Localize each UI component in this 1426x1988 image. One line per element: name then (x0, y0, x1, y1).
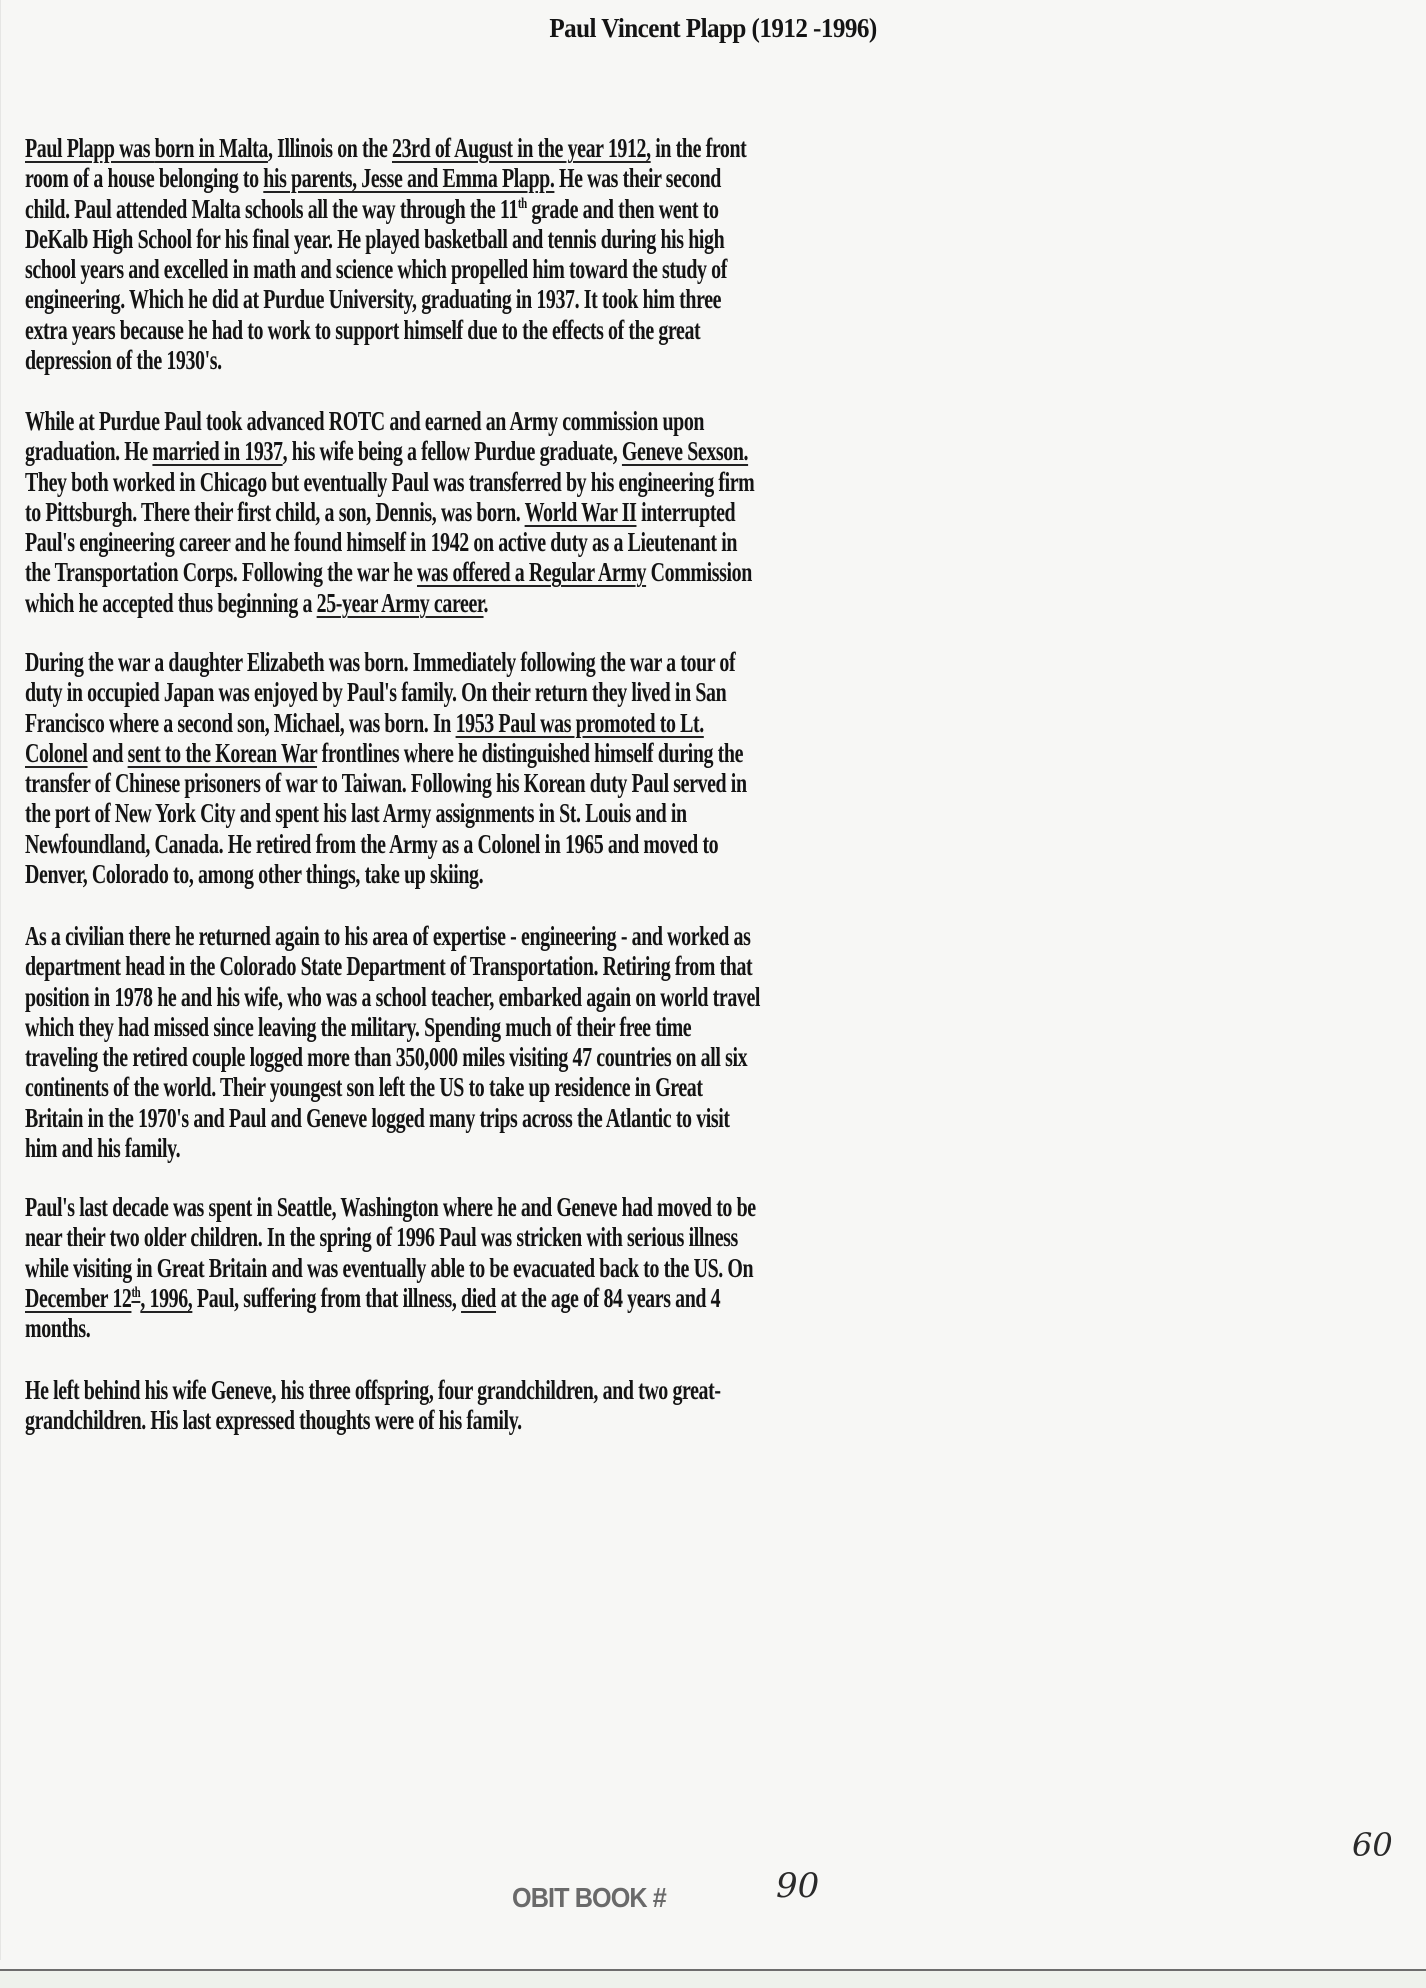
text-line (25, 406, 1025, 436)
paragraph-civilian-life (25, 921, 1405, 1163)
text-line (25, 921, 1025, 951)
paragraph-army-career (25, 406, 1405, 618)
text-line (25, 527, 1025, 557)
text-run: th (517, 195, 527, 212)
underlined-text: his parents, Jesse and Emma Plapp. (263, 162, 555, 194)
text-line (25, 1222, 1025, 1252)
text-line (25, 1192, 1025, 1222)
text-line (25, 315, 1025, 345)
text-line (25, 1072, 1025, 1102)
text-run: which they had missed since leaving the military. Spending much of their free time (25, 1010, 692, 1042)
text-line (25, 1103, 1025, 1133)
text-run: child. Paul attended Malta schools all the way through the 11 (25, 192, 518, 224)
text-line (25, 859, 1025, 889)
text-run: Paul's last decade was spent in Seattle, Washington where he and Geneve had moved to be (25, 1191, 756, 1222)
text-run: engineering. Which he did at Purdue University, graduating in 1937. It took him three (25, 283, 722, 315)
underlined-text: th (131, 1284, 141, 1301)
underlined-text: married in 1937 (152, 435, 283, 467)
text-line (25, 345, 1025, 375)
paragraph-family-postings (25, 647, 1405, 889)
text-line (25, 163, 1025, 193)
text-run: while visiting in Great Britain and was eventually able to be evacuated back to the US. On (25, 1251, 754, 1283)
underlined-text: World War II (524, 495, 637, 527)
text-line (25, 829, 1025, 859)
underlined-text: sent to the Korean War (127, 736, 318, 768)
paragraph-final-years (25, 1192, 1405, 1343)
text-run: Paul's engineering career and he found himself in 1942 on active duty as a Lieutenant in (25, 526, 738, 558)
text-line (25, 1283, 1025, 1313)
obit-book-stamp: OBIT BOOK # (512, 1882, 666, 1913)
text-run: grade and then went to (526, 192, 719, 224)
underlined-text: Geneve Sexson. (621, 435, 749, 467)
text-run: and (87, 736, 128, 768)
text-run: grandchildren. His last expressed thoughts were of his family. (25, 1404, 522, 1436)
text-line (25, 798, 1025, 828)
text-line (25, 1375, 1025, 1405)
text-run: , Illinois on the (267, 132, 392, 163)
underlined-text: December 12 (25, 1281, 132, 1313)
text-line (25, 1042, 1025, 1072)
paragraph-birth (25, 133, 1405, 375)
scan-bottom-edge (0, 1969, 1426, 1988)
handwritten-page-number: 60 (1352, 1826, 1393, 1864)
text-line (25, 982, 1025, 1012)
text-line (25, 768, 1025, 798)
text-line (25, 284, 1025, 314)
text-run: in the front (650, 132, 747, 163)
text-run: depression of the 1930's. (25, 344, 222, 376)
text-run: Commission (646, 556, 752, 588)
underlined-text: , 1996, (140, 1281, 193, 1313)
text-run: DeKalb High School for his final year. He played basketball and tennis during his high (25, 222, 725, 254)
text-line (25, 467, 1025, 497)
underlined-text: was offered a Regular Army (416, 556, 647, 588)
text-run: which he accepted thus beginning a (25, 586, 317, 618)
text-run: months. (25, 1312, 91, 1344)
underlined-text: 23rd of August in the year 1912, (391, 132, 651, 163)
text-line (25, 224, 1025, 254)
text-line (25, 1253, 1025, 1283)
text-run: traveling the retired couple logged more than 350,000 miles visiting 47 countries on all six (25, 1041, 748, 1073)
text-run: They both worked in Chicago but eventually Paul was transferred by his engineering firm (25, 465, 755, 497)
text-run: Paul, suffering from that illness, (192, 1281, 462, 1313)
document-title: Paul Vincent Plapp (1912 -1996) (549, 13, 877, 43)
text-run: interrupted (636, 495, 736, 527)
underlined-text: born in Malta (154, 132, 268, 163)
underlined-text: Colonel (25, 736, 88, 768)
text-line (25, 254, 1025, 284)
underlined-text: 25-year Army career (316, 586, 484, 618)
text-run: at the age of 84 years and 4 (496, 1281, 721, 1313)
text-run: school years and excelled in math and science which propelled him toward the study of (25, 253, 727, 285)
handwritten-book-number: 90 (776, 1866, 820, 1906)
text-line (25, 677, 1025, 707)
text-run: the port of New York City and spent his last Army assignments in St. Louis and in (25, 797, 687, 829)
text-run: to Pittsburgh. There their first child, a son, Dennis, was born. (25, 495, 525, 527)
text-run: department head in the Colorado State Department of Transportation. Retiring from that (25, 950, 753, 982)
text-run: continents of the world. Their youngest son left the US to take up residence in Great (25, 1071, 703, 1103)
text-line (25, 738, 1025, 768)
scan-margin (0, 0, 1, 1960)
underlined-text: Paul Plapp was (25, 132, 155, 163)
text-line (25, 647, 1025, 677)
text-line (25, 1012, 1025, 1042)
text-line (25, 497, 1025, 527)
text-line (25, 1133, 1025, 1163)
text-line (25, 436, 1025, 466)
text-run: . (483, 586, 489, 618)
text-run: He left behind his wife Geneve, his three offspring, four grandchildren, and two great- (25, 1374, 721, 1405)
underlined-text: 1953 Paul was promoted to Lt. (455, 706, 704, 738)
text-run: Newfoundland, Canada. He retired from the Army as a Colonel in 1965 and moved to (25, 827, 719, 859)
text-run: graduation. He (25, 435, 153, 467)
text-line (25, 1313, 1025, 1343)
text-run: transfer of Chinese prisoners of war to Taiwan. Following his Korean duty Paul served in (25, 767, 747, 799)
underlined-text: died (461, 1281, 497, 1313)
text-run: He was their second (554, 162, 721, 194)
text-run: the Transportation Corps. Following the war he (25, 556, 417, 588)
text-line (25, 557, 1025, 587)
text-line (25, 708, 1025, 738)
text-run: him and his family. (25, 1132, 181, 1164)
text-line (25, 1405, 1025, 1435)
text-run: , his wife being a fellow Purdue graduate, (282, 435, 622, 467)
text-run: Denver, Colorado to, among other things, take up skiing. (25, 858, 484, 890)
text-run: As a civilian there he returned again to his area of expertise - engineering - and worked as (25, 920, 751, 951)
text-run: Britain in the 1970's and Paul and Geneve logged many trips across the Atlantic to visit (25, 1101, 730, 1133)
text-run: duty in occupied Japan was enjoyed by Paul's family. On their return they lived in San (25, 676, 727, 708)
text-line (25, 133, 1025, 163)
text-run: near their two older children. In the spring of 1996 Paul was stricken with serious illness (25, 1221, 738, 1253)
text-line (25, 194, 1025, 224)
text-run: room of a house belonging to (25, 162, 264, 194)
text-run: frontlines where he distinguished himself during the (317, 736, 744, 768)
text-line (25, 951, 1025, 981)
text-run: During the war a daughter Elizabeth was born. Immediately following the war a tour of (25, 646, 736, 677)
text-line (25, 588, 1025, 618)
text-run: While at Purdue Paul took advanced ROTC and earned an Army commission upon (25, 405, 705, 436)
text-run: Francisco where a second son, Michael, was born. In (25, 706, 456, 738)
paragraph-survivors (25, 1375, 1405, 1436)
text-run: position in 1978 he and his wife, who was a school teacher, embarked again on world travel (25, 980, 761, 1012)
text-run: extra years because he had to work to support himself due to the effects of the great (25, 313, 701, 345)
